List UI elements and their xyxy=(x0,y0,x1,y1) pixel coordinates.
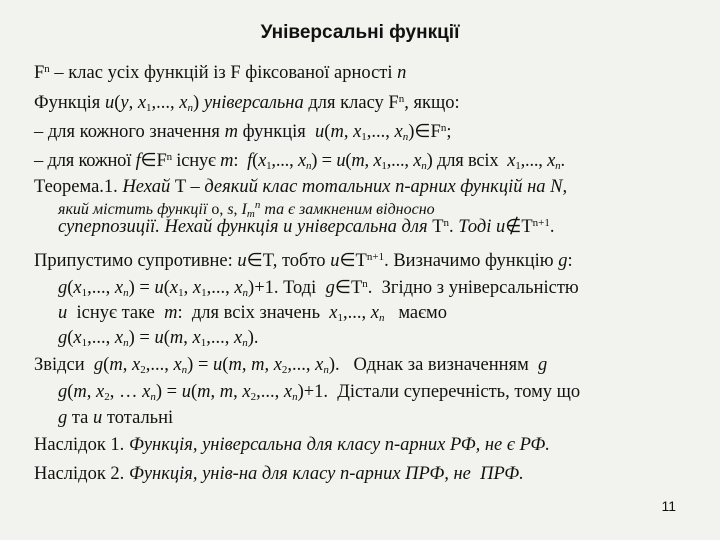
slide-title: Універсальні функції xyxy=(260,22,460,43)
proof-line-2: $g(x_1$,..., $x_n) = u(x_1$, $x_1$,..., $x_n)+1$. Тоді $g\in T^n$. Згідно з універсальністю xyxy=(58,278,579,299)
proof-line-5: Звідси g(m, $x_2$,..., $x_n) = u(m$, m, $x_2$,..., $x_n$). Однак за визначенням g xyxy=(34,355,548,376)
theorem-line-2: який містить функції o, s, $I_m^n$ та є замкненим відносно xyxy=(58,199,435,220)
proof-line-7: g та u тотальні xyxy=(58,408,174,428)
corollary-2: Наслідок 2. Функція, унів-на для класу n-арних ПРФ, не ПРФ. xyxy=(34,464,524,484)
text-line-4: – для кожної $f\in F^n$ існує m: $f(x_1$,..., $x_n) = u(m$, $x_1$,..., $x_n$) для всіх $x_1$,..., $x_n$. xyxy=(34,151,565,172)
proof-line-4: $g(x_1$,..., $x_n) = u(m$, $x_1$,..., $x_n$). xyxy=(58,328,259,349)
proof-line-3: u існує таке m: для всіх значень $x_1$,..., $x_n$ маємо xyxy=(58,303,448,324)
theorem-line-3: суперпозиції. Нехай функція u універсальна для $T^n$. Тоді $u\notin T^{n+1}$. xyxy=(58,217,555,237)
text-line-2: Функція u(y, $x_1$,..., $x_n$) універсальна для класу $F^n$, якщо: xyxy=(34,93,460,114)
text-line-3: – для кожного значення m функція u(m, $x_1$,..., $x_n)\in F^n$; xyxy=(34,122,452,143)
proof-line-1: Припустимо супротивне: u∈T, тобто $u\in T^{n+1}$. Визначимо функцію g: xyxy=(34,251,573,271)
page-number: 11 xyxy=(661,498,676,514)
text-line-1: $F^n$ – клас усіх функцій із F фіксованої арності n xyxy=(34,63,407,83)
theorem-line-1: Теорема.1. Нехай T – деякий клас тотальних n-арних функцій на N, xyxy=(34,177,568,197)
corollary-1: Наслідок 1. Функція, універсальна для класу n-арних РФ, не є РФ. xyxy=(34,435,550,455)
proof-line-6: g(m, $x_2$, … $x_n) = u(m$, m, $x_2$,..., $x_n)+1$. Дістали суперечність, тому що xyxy=(58,382,581,403)
